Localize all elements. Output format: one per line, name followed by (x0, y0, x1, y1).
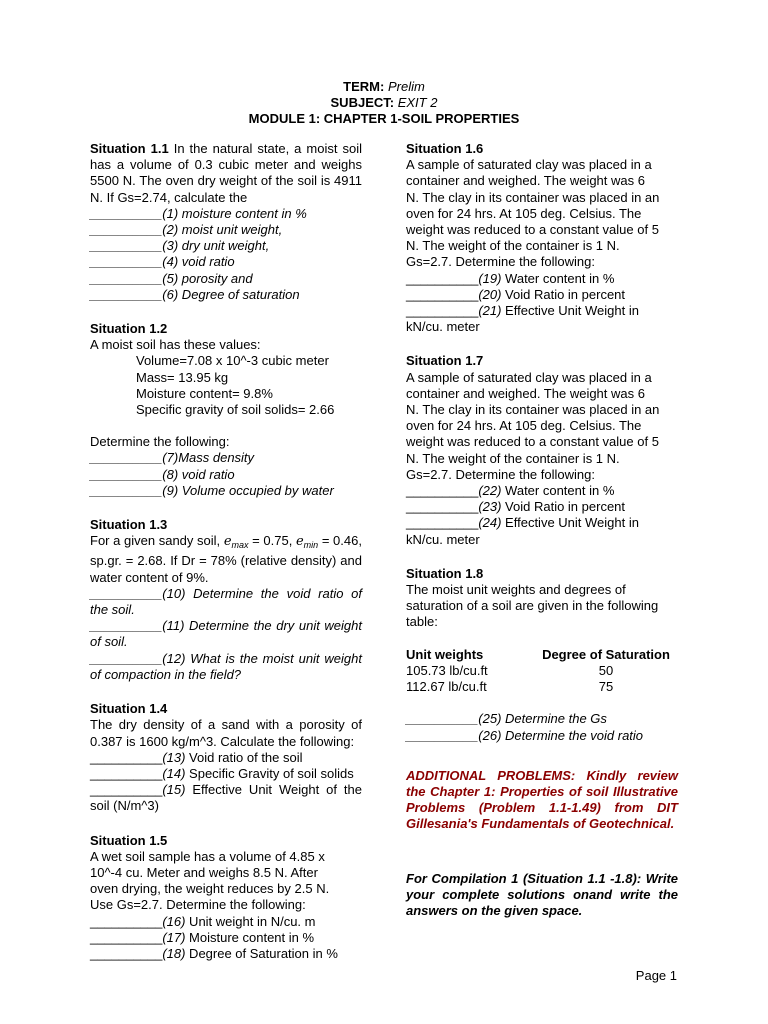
situation-title: Situation 1.6 (406, 141, 484, 156)
answer-blank: __________ (406, 270, 479, 286)
term-label: TERM: (343, 79, 385, 94)
text-part: For a given sandy soil, (90, 533, 221, 549)
situation-title: Situation 1.3 (90, 517, 168, 533)
answer-blank: __________ (90, 913, 163, 929)
module-title: MODULE 1: CHAPTER 1-SOIL PROPERTIES (248, 111, 520, 126)
situation-line: 10^-4 cu. Meter and weighs 8.5 N. After (90, 864, 318, 880)
question-4: __________(4) void ratio (90, 254, 235, 270)
answer-blank: __________ (406, 515, 479, 531)
situation-line: A sample of saturated clay was placed in a (406, 369, 652, 385)
answer-blank: __________ (406, 286, 479, 302)
emin-subscript: min (303, 540, 319, 551)
question-23 (406, 499, 678, 515)
data-table (406, 647, 678, 696)
table-cell: 112.67 lb/cu.ft (406, 679, 487, 695)
answer-blank: __________ (406, 303, 479, 319)
situation-line: table: (406, 614, 438, 630)
value-specific-gravity: Specific gravity of soil solids= 2.66 (136, 402, 335, 418)
question-11: __________(11) Determine the dry unit weight of soil. (90, 618, 362, 650)
question-25: __________(25) Determine the Gs (406, 711, 607, 727)
situation-line: oven drying, the weight reduces by 2.5 N. (90, 881, 330, 897)
question-text: Specific Gravity of soil solids (185, 765, 354, 781)
situation-line: oven for 24 hrs. At 105 deg. Celsius. The (406, 205, 642, 221)
question-26: __________(26) Determine the void ratio (406, 727, 644, 743)
answer-blank: __________ (90, 929, 163, 945)
situation-1-8 (406, 566, 678, 744)
question-text: Effective Unit Weight in (501, 303, 639, 319)
answer-blank: __________ (406, 483, 479, 499)
situation-1-7 (406, 353, 678, 547)
compilation-note: For Compilation 1 (Situation 1.1 -1.8): Write your complete solutions onand write the answers on the given space. (406, 870, 678, 918)
situation-line: container and weighed. The weight was 6 (406, 173, 645, 189)
situation-title: Situation 1.8 (406, 565, 484, 581)
question-2: __________(2) moist unit weight, (90, 222, 283, 238)
question-text: Void Ratio in percent (501, 499, 626, 515)
question-12: __________(12) What is the moist unit weight of compaction in the field? (90, 650, 362, 682)
table-header-degree-of-saturation: Degree of Saturation (542, 646, 670, 662)
situation-line: N. The weight of the container is 1 N. (406, 238, 620, 254)
situation-line: Gs=2.7. Determine the following: (406, 466, 595, 482)
situation-title: Situation 1.5 (90, 832, 168, 848)
situation-title: Situation 1.1 (90, 141, 169, 156)
value-mass: Mass= 13.95 kg (136, 369, 229, 385)
question-5: __________(5) porosity and (90, 270, 253, 286)
question-9: __________(9) Volume occupied by water (90, 482, 334, 498)
situation-title: Situation 1.7 (406, 353, 484, 369)
additional-problems-note: ADDITIONAL PROBLEMS: Kindly review the Chapter 1: Properties of soil Illustrative Problems (Problem 1.1-1.49) from DIT Gillesania's Fundamentals of Geotechnical. (406, 767, 678, 832)
situation-title: Situation 1.4 (90, 701, 168, 717)
text-part: = 0.75, (252, 533, 293, 549)
answer-blank: __________ (90, 749, 163, 765)
question-text: Degree of Saturation in % (185, 945, 338, 961)
text-part: = 0.46, sp.gr. = 2.68. If Dr = 78% (relative density) and water content of 9%. (90, 533, 362, 585)
situation-line: container and weighed. The weight was 6 (406, 385, 645, 401)
situation-line: N. The clay in its container was placed in an (406, 189, 660, 205)
question-number: (18) (162, 945, 186, 961)
situation-line: A wet soil sample has a volume of 4.85 x (90, 848, 325, 864)
situation-line: N. The weight of the container is 1 N. (406, 450, 620, 466)
situation-line: Gs=2.7. Determine the following: (406, 254, 595, 270)
question-number: (19) (478, 270, 502, 286)
situation-line: Use Gs=2.7. Determine the following: (90, 897, 306, 913)
question-3: __________(3) dry unit weight, (90, 238, 270, 254)
situation-1-1 (90, 141, 362, 303)
question-number: (17) (162, 929, 186, 945)
question-number: (23) (478, 499, 502, 515)
question-number: (15) (162, 782, 186, 798)
question-13 (90, 750, 362, 766)
situation-intro: A moist soil has these values: (90, 337, 261, 353)
question-24-continued: kN/cu. meter (406, 531, 480, 547)
situation-line: oven for 24 hrs. At 105 deg. Celsius. The (406, 418, 642, 434)
answer-blank: __________ (90, 765, 163, 781)
situation-title: Situation 1.2 (90, 321, 168, 337)
question-number: (20) (478, 286, 502, 302)
situation-1-3 (90, 517, 362, 683)
question-16 (90, 914, 362, 930)
situation-line: The moist unit weights and degrees of (406, 582, 626, 598)
situation-1-4 (90, 701, 362, 814)
subject-label: SUBJECT: (330, 95, 395, 110)
page-number: Page 1 (635, 968, 677, 983)
left-column (90, 141, 362, 978)
subject-line (0, 95, 768, 110)
table-header-unit-weights: Unit weights (406, 646, 484, 662)
term-line (0, 79, 768, 94)
question-21 (406, 303, 678, 319)
determine-text: Determine the following: (90, 434, 230, 450)
question-21-continued: kN/cu. meter (406, 319, 480, 335)
situation-1-5 (90, 833, 362, 963)
question-22 (406, 483, 678, 499)
situation-line: A sample of saturated clay was placed in a (406, 157, 652, 173)
answer-blank: __________ (90, 945, 163, 961)
question-text: Unit weight in N/cu. m (185, 913, 316, 929)
question-14 (90, 766, 362, 782)
answer-blank: __________ (90, 782, 163, 798)
question-text: Water content in % (501, 483, 615, 499)
question-number: (13) (162, 749, 186, 765)
situation-text (90, 533, 362, 586)
question-text: Effective Unit Weight in (501, 515, 639, 531)
value-moisture: Moisture content= 9.8% (136, 385, 273, 401)
question-20 (406, 287, 678, 303)
question-17 (90, 930, 362, 946)
right-column (406, 141, 678, 919)
situation-text: The dry density of a sand with a porosity of 0.387 is 1600 kg/m^3. Calculate the following: (90, 717, 362, 749)
question-24 (406, 515, 678, 531)
table-cell: 105.73 lb/cu.ft (406, 662, 488, 678)
question-1: __________(1) moisture content in % (90, 205, 307, 221)
situation-line: weight was reduced to a constant value of 5 (406, 434, 659, 450)
e-symbol: e (223, 534, 232, 550)
situation-line: saturation of a soil are given in the following (406, 598, 659, 614)
question-text: Void Ratio in percent (501, 286, 626, 302)
situation-1-6 (406, 141, 678, 335)
question-number: (14) (162, 765, 186, 781)
question-number: (22) (478, 483, 502, 499)
table-cell: 75 (598, 679, 614, 695)
question-8: __________(8) void ratio (90, 466, 235, 482)
situation-1-2 (90, 321, 362, 499)
question-text: Effective Unit Weight of the soil (N/m^3) (90, 782, 362, 814)
table-cell: 50 (598, 662, 614, 678)
value-volume: Volume=7.08 x 10^-3 cubic meter (136, 353, 329, 369)
question-18 (90, 946, 362, 962)
answer-blank: __________ (406, 499, 479, 515)
subject-value: EXIT 2 (397, 95, 438, 110)
question-text: Water content in % (501, 270, 615, 286)
question-15 (90, 782, 362, 814)
question-text: Void ratio of the soil (185, 749, 303, 765)
question-text: Moisture content in % (185, 929, 315, 945)
question-number: (24) (478, 515, 502, 531)
question-6: __________(6) Degree of saturation (90, 286, 300, 302)
situation-text: In the natural state, a moist soil has a volume of 0.3 cubic meter and weighs 5500 N. The oven dry weight of the soil is 4911 N. If Gs=2.74, calculate the (90, 141, 362, 205)
term-value: Prelim (387, 79, 425, 94)
situation-line: weight was reduced to a constant value of 5 (406, 222, 659, 238)
question-number: (21) (478, 303, 502, 319)
situation-line: N. The clay in its container was placed in an (406, 402, 660, 418)
e-symbol: e (295, 534, 304, 550)
question-7: __________(7)Mass density (90, 450, 255, 466)
question-number: (16) (162, 913, 186, 929)
emax-subscript: max (231, 540, 249, 551)
question-10: __________(10) Determine the void ratio of the soil. (90, 585, 362, 618)
question-19 (406, 271, 678, 287)
